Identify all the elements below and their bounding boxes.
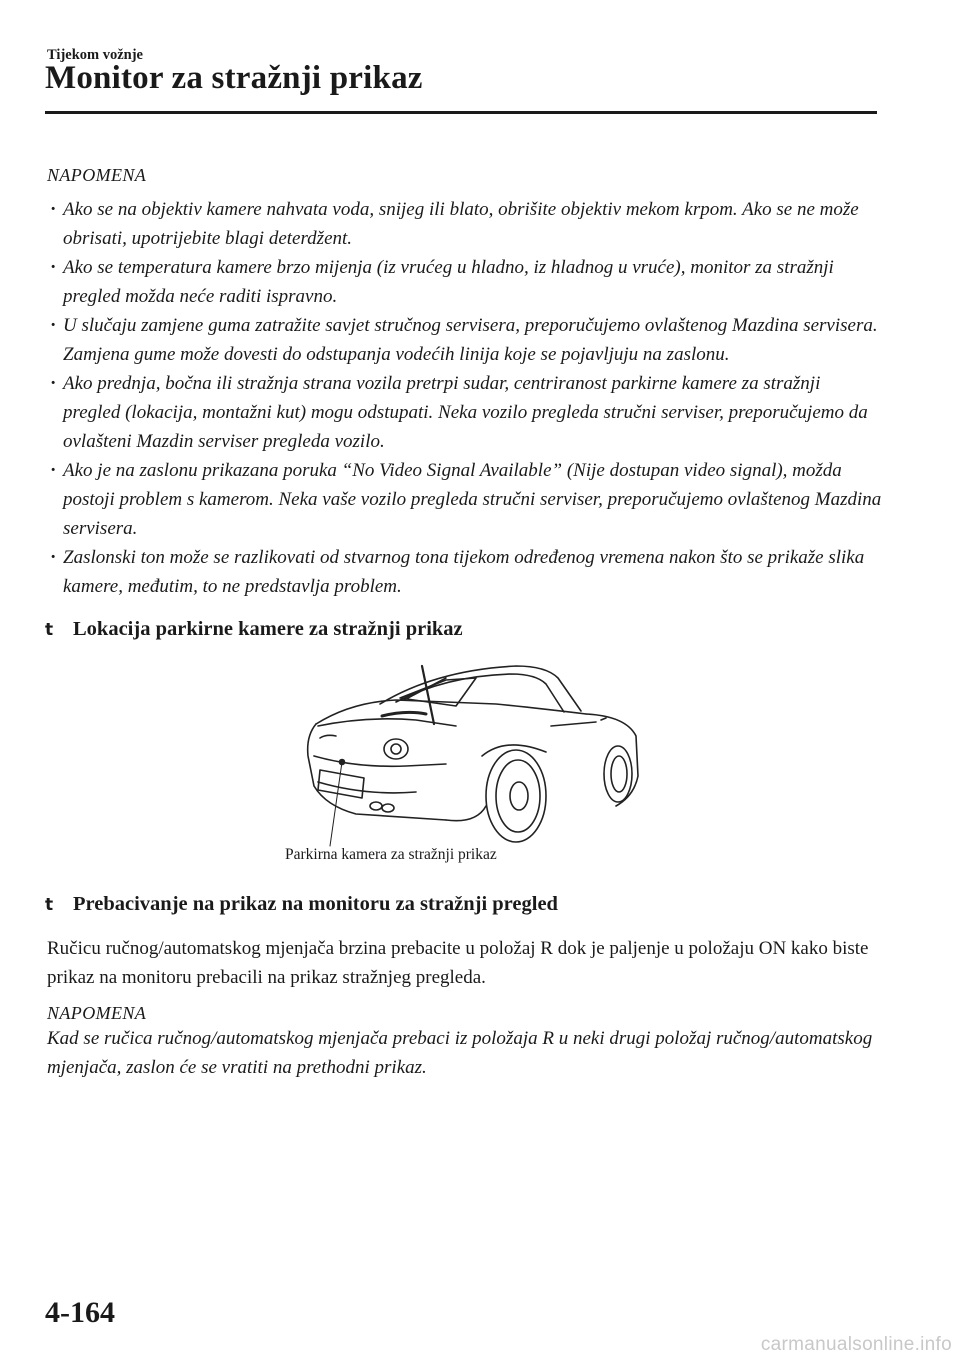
section-marker-icon: t — [45, 620, 54, 640]
note-item: · Ako se na objektiv kamere nahvata voda, snijeg ili blato, obrišite objektiv mekom krpom. Ako se ne može obrisati, upotrijebite blagi deterdžent. — [47, 195, 882, 253]
figure-caption: Parkirna kamera za stražnji prikaz — [285, 846, 497, 863]
note-text: Kad se ručica ručnog/automatskog mjenjača prebaci iz položaja R u neki drugi položaj ručnog/automatskog mjenjača, zaslon će se vratiti na prethodni prikaz. — [47, 1028, 873, 1078]
car-illustration — [296, 656, 646, 856]
note-item: · Ako se temperatura kamere brzo mijenja (iz vrućeg u hladno, iz hladnog u vruće), monitor za stražnji pregled možda neće raditi ispravno. — [47, 253, 882, 311]
page-title: Monitor za stražnji prikaz — [45, 60, 423, 96]
section-marker-icon: t — [45, 895, 54, 915]
subheading-text: Lokacija parkirne kamere za stražnji prikaz — [73, 618, 463, 640]
note-item: · Ako prednja, bočna ili stražnja strana vozila pretrpi sudar, centriranost parkirne kamere za stražnji pregled (lokacija, montažni kut) mogu odstupati. Neka vozilo pregleda stručni serviser, preporučujemo da ovlašteni Mazdin serviser pregleda vozilo. — [47, 369, 882, 456]
note-item: · U slučaju zamjene guma zatražite savjet stručnog servisera, preporučujemo ovlaštenog Mazdina servisera. Zamjena gume može dovesti do odstupanja vodećih linija koje se pojavljuju na zaslonu. — [47, 311, 882, 369]
section-label: Tijekom vožnje — [47, 47, 143, 63]
subheading-text: Prebacivanje na prikaz na monitoru za stražnji pregled — [73, 893, 558, 915]
subheading-camera-location — [45, 618, 463, 641]
note-title: NAPOMENA — [47, 1003, 147, 1023]
note-item: · Zaslonski ton može se razlikovati od stvarnog tona tijekom određenog vremena nakon što se prikaže slika kamere, međutim, to ne predstavlja problem. — [47, 543, 882, 601]
body-paragraph: Ručicu ručnog/automatskog mjenjača brzina prebacite u položaj R dok je paljenje u položaju ON kako biste prikaz na monitoru prebacili na prikaz stražnjeg pregleda. — [47, 938, 869, 988]
note-list — [47, 195, 882, 601]
page-number: 4-164 — [45, 1296, 115, 1329]
note-item: · Ako je na zaslonu prikazana poruka “No Video Signal Available” (Nije dostupan video signal), možda postoji problem s kamerom. Neka vaše vozilo pregleda stručni serviser, preporučujemo ovlaštenog Mazdina servisera. — [47, 456, 882, 543]
subheading-switching-display — [45, 893, 558, 916]
watermark: carmanualsonline.info — [760, 1334, 952, 1355]
note-title: NAPOMENA — [47, 165, 147, 185]
header-rule — [45, 111, 877, 114]
